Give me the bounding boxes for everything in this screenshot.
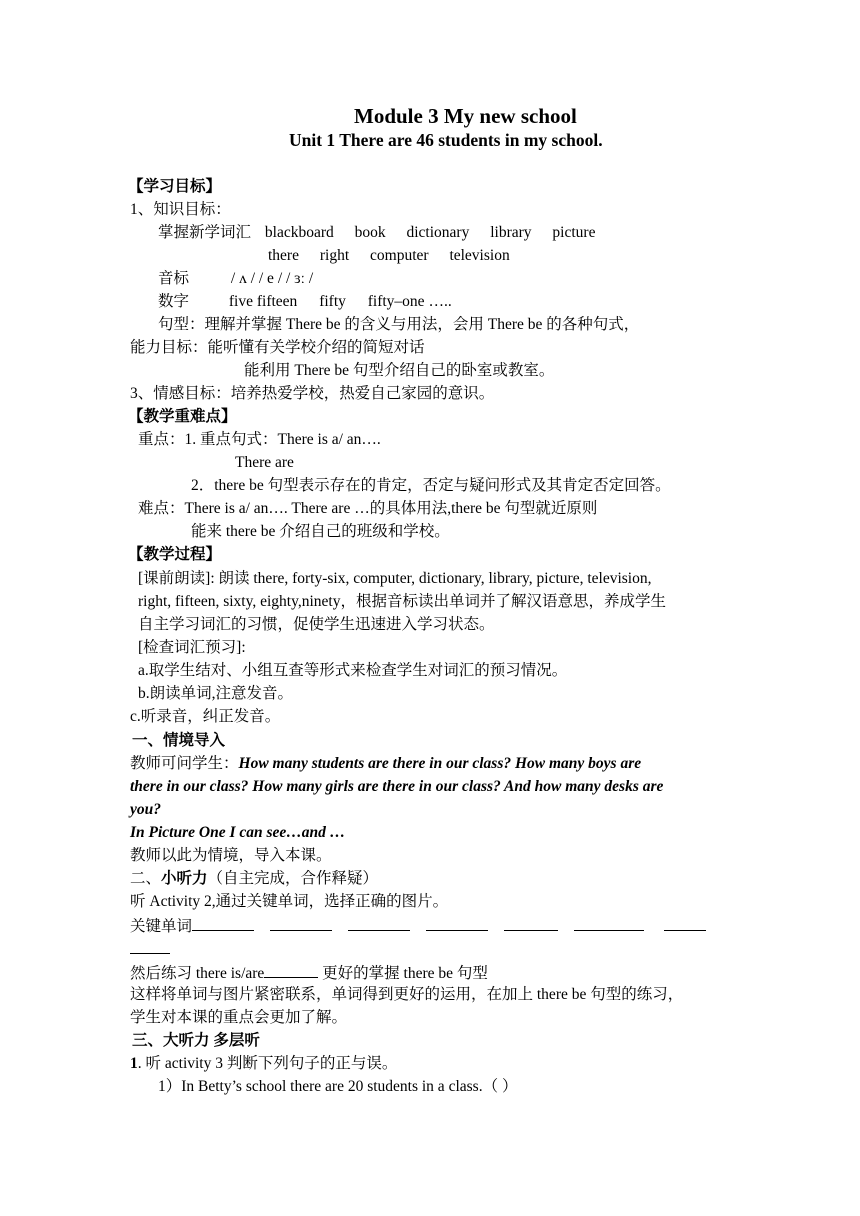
section-1-question-line-2: there in our class? How many girls are there in our class? And how many desks are bbox=[130, 778, 664, 795]
section-1-question: How many students are there in our class? How many boys are bbox=[238, 755, 642, 772]
section-2-subtitle: （自主完成，合作释疑） bbox=[207, 870, 379, 887]
emotion-line: 3、情感目标：培养热爱学校，热爱自己家园的意识。 bbox=[130, 385, 495, 402]
number-word: fifty–one ….. bbox=[367, 293, 452, 310]
keyword-blank[interactable] bbox=[192, 915, 254, 931]
check-label: [检查词汇预习]: bbox=[138, 639, 246, 656]
section-1-title: 一、情境导入 bbox=[132, 732, 226, 749]
check-item-c: c.听录音，纠正发音。 bbox=[130, 708, 281, 725]
ability-line-2: 能利用 There be 句型介绍自己的卧室或教室。 bbox=[244, 362, 555, 379]
keyword-blank-continuation[interactable] bbox=[130, 938, 170, 954]
keyword-blank[interactable] bbox=[504, 915, 558, 931]
key-point-2: 2．there be 句型表示存在的肯定，否定与疑问形式及其肯定否定回答。 bbox=[191, 477, 671, 494]
keyword-blank[interactable] bbox=[426, 915, 488, 931]
vocab-word: television bbox=[449, 247, 510, 264]
section-1-question-line-1 bbox=[130, 754, 641, 774]
phonetics-label: 音标 bbox=[158, 270, 190, 287]
listen-task-line bbox=[130, 1054, 397, 1074]
number-word: fifty bbox=[319, 293, 346, 310]
vocab-word: computer bbox=[370, 247, 429, 264]
keypoints-heading: 【教学重难点】 bbox=[128, 408, 237, 425]
numbers-row bbox=[158, 292, 452, 312]
listen-task-number: 1 bbox=[130, 1055, 138, 1072]
vocab-row-2 bbox=[268, 246, 510, 266]
vocab-word: there bbox=[268, 247, 299, 264]
section-2-title: 小听力 bbox=[161, 870, 208, 887]
difficult-point-2: 能来 there be 介绍自己的班级和学校。 bbox=[191, 523, 450, 540]
vocab-word: blackboard bbox=[264, 224, 334, 241]
practice-blank[interactable] bbox=[264, 962, 318, 978]
section-1-end: 教师以此为情境，导入本课。 bbox=[130, 847, 332, 864]
listen-task-text: . 听 activity 3 判断下列句子的正与误。 bbox=[137, 1055, 398, 1072]
keyword-blank[interactable] bbox=[574, 915, 644, 931]
section-2-title-line bbox=[130, 869, 378, 889]
pre-read-line-3: 自主学习词汇的习惯，促使学生迅速进入学习状态。 bbox=[138, 616, 495, 633]
vocab-word: book bbox=[354, 224, 386, 241]
practice-text-end: 更好的掌握 there be 句型 bbox=[318, 965, 488, 982]
vocab-word: right bbox=[319, 247, 350, 264]
check-item-a: a.取学生结对、小组互查等形式来检查学生对词汇的预习情况。 bbox=[138, 662, 568, 679]
difficult-point-1: 难点：There is a/ an…. There are …的具体用法,there be 句型就近原则 bbox=[138, 500, 598, 517]
section-2-instruction: 听 Activity 2,通过关键单词，选择正确的图片。 bbox=[130, 893, 449, 910]
keyword-blank[interactable] bbox=[270, 915, 332, 931]
numbers-label: 数字 bbox=[158, 293, 190, 310]
keyword-blank[interactable] bbox=[348, 915, 410, 931]
pre-read-line-1: [课前朗读]: 朗读 there, forty-six, computer, dictionary, library, picture, television, bbox=[138, 570, 652, 587]
section-1-question-line-4: In Picture One I can see…and … bbox=[130, 824, 346, 841]
section-2-number: 二、 bbox=[130, 870, 162, 887]
combine-line-2: 学生对本课的重点会更加了解。 bbox=[130, 1009, 348, 1026]
section-3-title: 三、大听力 多层听 bbox=[132, 1032, 260, 1049]
combine-line-1: 这样将单词与图片紧密联系，单词得到更好的运用，在加上 there be 句型的练习， bbox=[130, 986, 684, 1003]
phonetics-symbols: / ʌ / / e / / ɜː / bbox=[230, 270, 314, 287]
vocab-row-1 bbox=[158, 223, 595, 243]
vocab-word: dictionary bbox=[406, 224, 470, 241]
vocab-word: picture bbox=[552, 224, 596, 241]
objectives-heading: 【学习目标】 bbox=[128, 178, 222, 195]
pattern-line: 句型：理解并掌握 There be 的含义与用法，会用 There be 的各种句式， bbox=[158, 316, 640, 333]
check-item-b: b.朗读单词,注意发音。 bbox=[138, 685, 294, 702]
keywords-row bbox=[130, 915, 706, 937]
process-heading: 【教学过程】 bbox=[128, 546, 222, 563]
pre-read-line-2: right, fifteen, sixty, eighty,ninety，根据音标读出单词并了解汉语意思，养成学生 bbox=[138, 593, 666, 610]
section-1-lead: 教师可问学生： bbox=[130, 755, 239, 772]
keywords-label: 关键单词 bbox=[130, 918, 193, 935]
number-word: five fifteen bbox=[228, 293, 298, 310]
page-subtitle: Unit 1 There are 46 students in my school. bbox=[289, 130, 603, 150]
key-point-1b: There are bbox=[235, 454, 294, 471]
page-title: Module 3 My new school bbox=[354, 104, 577, 128]
practice-line bbox=[130, 962, 488, 984]
vocab-label: 掌握新学词汇 bbox=[158, 224, 252, 241]
vocab-word: library bbox=[490, 224, 532, 241]
ability-line-1: 能力目标：能听懂有关学校介绍的简短对话 bbox=[130, 339, 425, 356]
knowledge-label: 1、知识目标： bbox=[130, 201, 231, 218]
practice-text: 然后练习 there is/are bbox=[130, 965, 265, 982]
listen-question-1: 1）In Betty’s school there are 20 students in a class.（ ） bbox=[158, 1078, 518, 1095]
phonetics-row bbox=[158, 269, 313, 289]
section-1-question-line-3: you? bbox=[130, 801, 161, 818]
keyword-blank[interactable] bbox=[664, 915, 706, 931]
key-point-1: 重点：1. 重点句式：There is a/ an…. bbox=[138, 431, 381, 448]
